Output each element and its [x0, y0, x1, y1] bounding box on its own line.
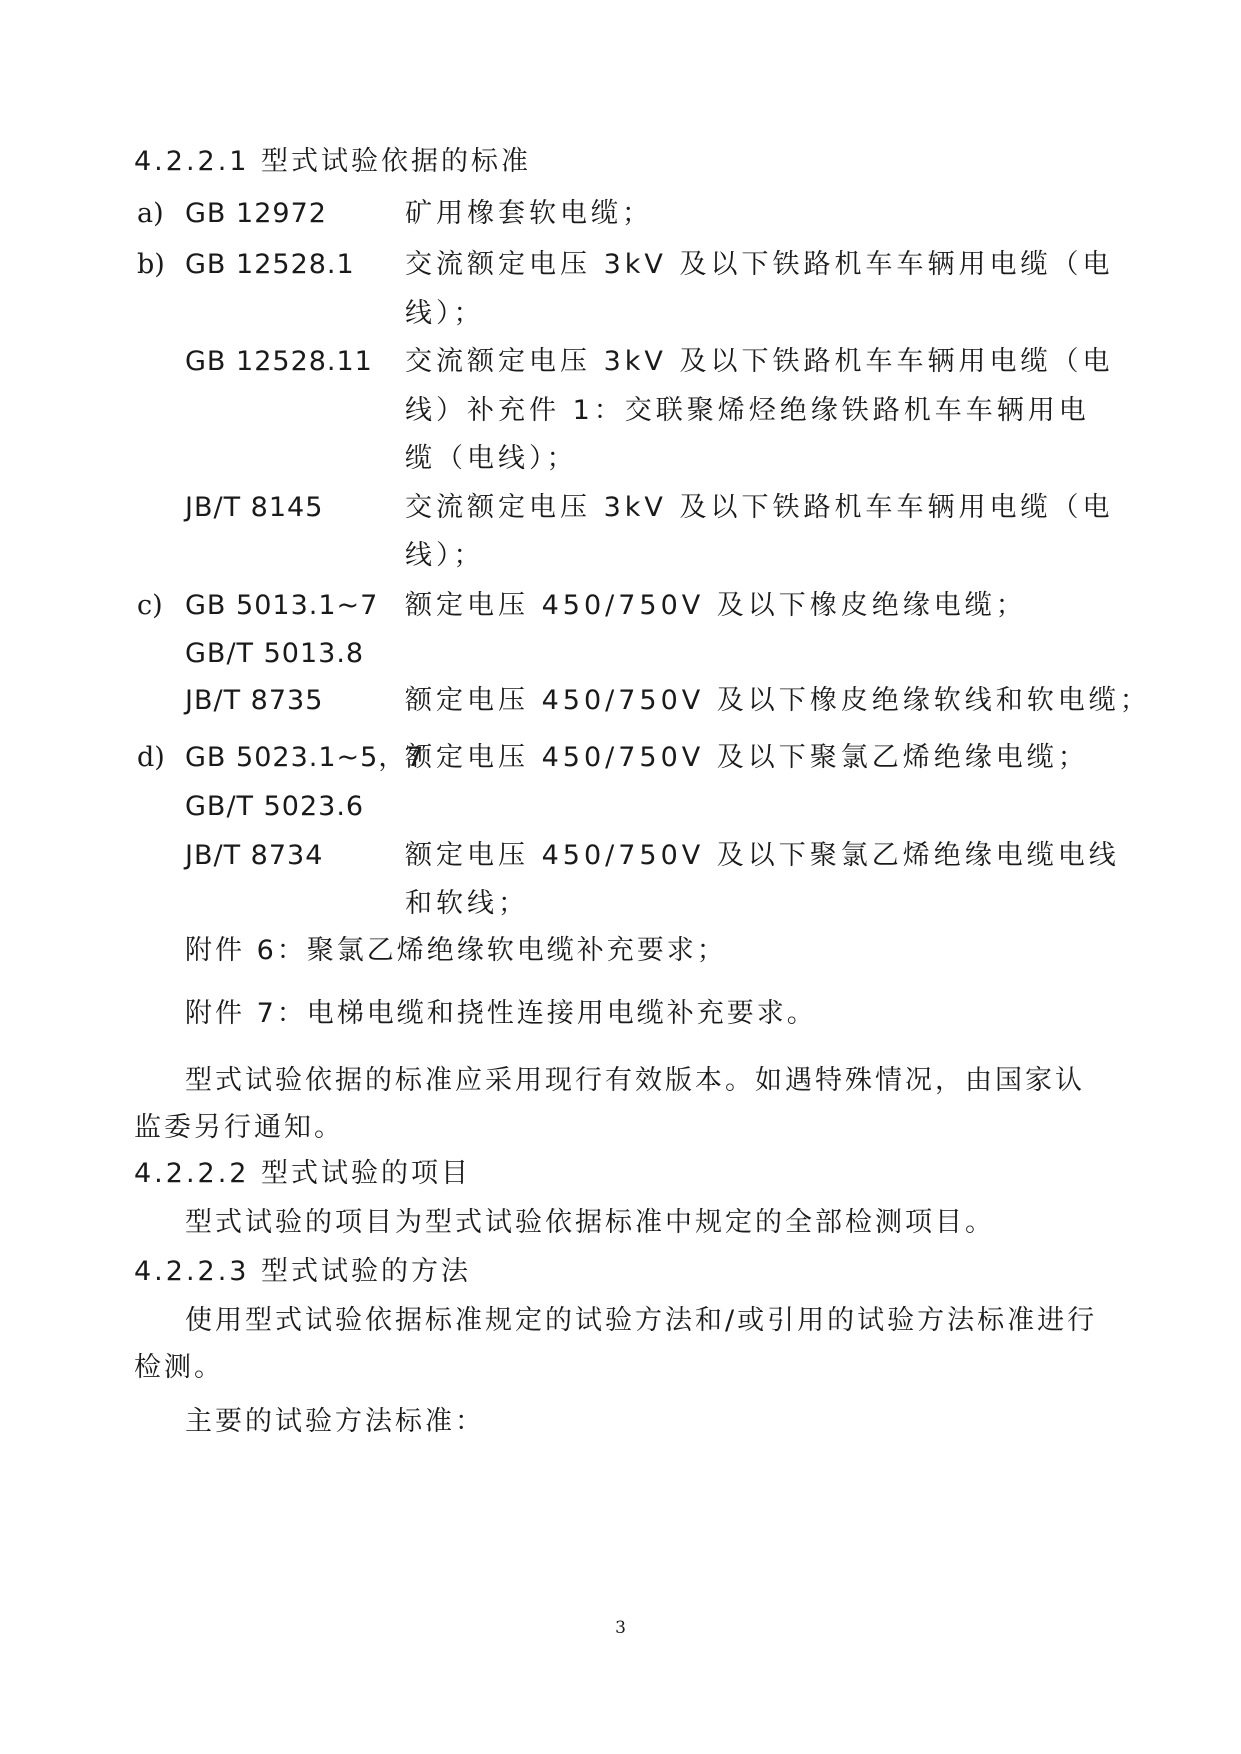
- annex-7: 附件 7：电梯电缆和挠性连接用电缆补充要求。: [185, 998, 817, 1029]
- item-label-d: d): [137, 742, 165, 773]
- item-code: GB 12528.11: [185, 346, 373, 377]
- item-code: GB/T 5023.6: [185, 791, 365, 822]
- item-label-b: b): [137, 249, 165, 280]
- paragraph-test-items: 型式试验的项目为型式试验依据标准中规定的全部检测项目。: [185, 1207, 995, 1238]
- heading-4-2-2-3: 4.2.2.3 型式试验的方法: [134, 1256, 472, 1287]
- item-code: GB 12972: [185, 198, 327, 229]
- item-label-a: a): [137, 198, 164, 229]
- heading-4-2-2-1: 4.2.2.1 型式试验依据的标准: [134, 146, 532, 177]
- paragraph-standards-version-cont: 监委另行通知。: [134, 1112, 344, 1143]
- item-desc: 线）；: [405, 540, 485, 571]
- item-desc: 额定电压 450/750V 及以下橡皮绝缘电缆；: [405, 590, 1027, 621]
- item-desc: 缆（电线）；: [405, 443, 578, 474]
- item-code: JB/T 8145: [185, 492, 324, 523]
- item-desc: 交流额定电压 3kV 及以下铁路机车车辆用电缆（电: [405, 249, 1114, 280]
- page-number: 3: [615, 1618, 626, 1638]
- paragraph-test-method-cont: 检测。: [134, 1352, 224, 1383]
- item-code: GB 12528.1: [185, 249, 355, 280]
- item-desc: 交流额定电压 3kV 及以下铁路机车车辆用电缆（电: [405, 346, 1114, 377]
- item-desc: 额定电压 450/750V 及以下聚氯乙烯绝缘电缆电线: [405, 840, 1120, 871]
- heading-4-2-2-2: 4.2.2.2 型式试验的项目: [134, 1158, 472, 1189]
- paragraph-test-method: 使用型式试验依据标准规定的试验方法和/或引用的试验方法标准进行: [185, 1305, 1098, 1336]
- item-code: JB/T 8735: [185, 685, 324, 716]
- item-desc: 线）；: [405, 298, 485, 329]
- paragraph-main-methods: 主要的试验方法标准：: [185, 1406, 485, 1437]
- item-desc: 额定电压 450/750V 及以下聚氯乙烯绝缘电缆；: [405, 742, 1089, 773]
- item-code: GB 5023.1~5，7: [185, 742, 425, 773]
- item-desc: 矿用橡套软电缆；: [405, 198, 653, 229]
- item-code: JB/T 8734: [185, 840, 324, 871]
- annex-6: 附件 6：聚氯乙烯绝缘软电缆补充要求；: [185, 935, 727, 966]
- item-label-c: c): [137, 590, 163, 621]
- item-desc: 交流额定电压 3kV 及以下铁路机车车辆用电缆（电: [405, 492, 1114, 523]
- item-code: GB 5013.1~7: [185, 590, 379, 621]
- paragraph-standards-version: 型式试验依据的标准应采用现行有效版本。如遇特殊情况，由国家认: [185, 1065, 1085, 1096]
- item-code: GB/T 5013.8: [185, 638, 365, 669]
- item-desc: 线）补充件 1：交联聚烯烃绝缘铁路机车车辆用电: [405, 395, 1090, 426]
- item-desc: 和软线；: [405, 888, 529, 919]
- item-desc: 额定电压 450/750V 及以下橡皮绝缘软线和软电缆；: [405, 685, 1151, 716]
